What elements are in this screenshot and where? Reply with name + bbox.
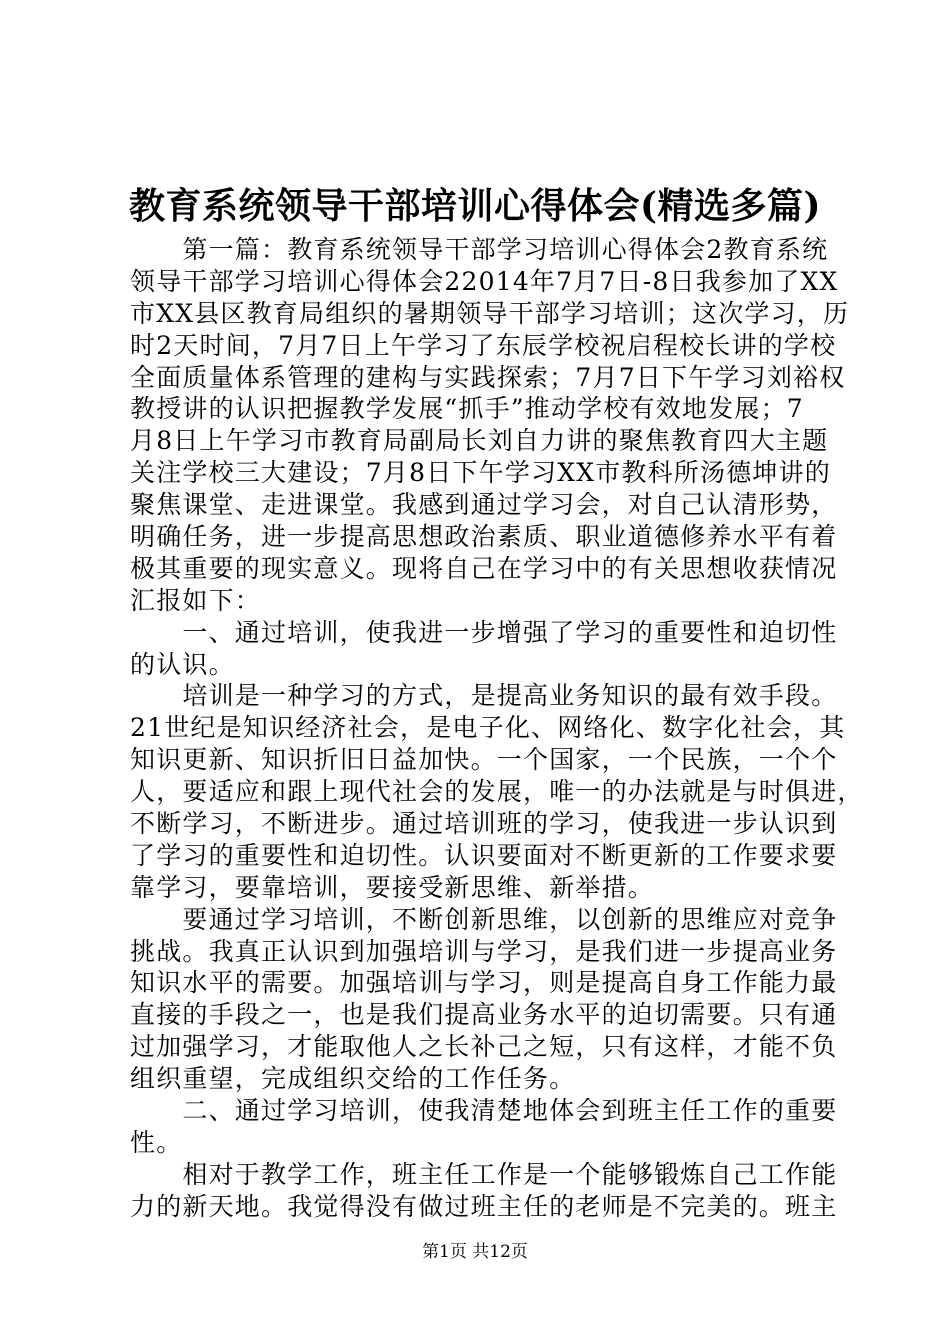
text-line: 一、通过培训，使我进一步增强了学习的重要性和迫切性 (130, 617, 838, 647)
document-body (130, 234, 864, 1223)
text-line: 人，要适应和跟上现代社会的发展，唯一的办法就是与时俱进， (130, 777, 864, 807)
text-line: 挑战。我真正认识到加强培训与学习，是我们进一步提高业务 (130, 936, 838, 966)
text-line: 直接的手段之一，也是我们提高业务水平的迫切需要。只有通 (130, 1000, 838, 1030)
text-line: 时2天时间，7月7日上午学习了东辰学校祝启程校长讲的学校 (130, 330, 837, 360)
text-line: 明确任务，进一步提高思想政治素质、职业道德修养水平有着 (130, 522, 838, 552)
text-line: 极其重要的现实意义。现将自己在学习中的有关思想收获情况 (130, 553, 838, 583)
text-line: 21世纪是知识经济社会，是电子化、网络化、数字化社会，其 (130, 713, 846, 743)
text-line: 聚焦课堂、走进课堂。我感到通过学习会，对自己认清形势， (130, 490, 838, 520)
text-line: 过加强学习，才能取他人之长补己之短，只有这样，才能不负 (130, 1032, 838, 1062)
document-title: 教育系统领导干部培训心得体会(精选多篇) (128, 185, 822, 227)
text-line: 汇报如下： (130, 585, 262, 615)
text-line: 知识水平的需要。加强培训与学习，则是提高自身工作能力最 (130, 968, 838, 998)
text-line: 月8日上午学习市教育局副局长刘自力讲的聚焦教育四大主题 (130, 426, 829, 456)
text-line: 市XX县区教育局组织的暑期领导干部学习培训；这次学习，历 (130, 298, 850, 328)
text-line: 培训是一种学习的方式，是提高业务知识的最有效手段。 (130, 681, 838, 711)
text-line: 组织重望，完成组织交给的工作任务。 (130, 1064, 576, 1094)
text-line: 全面质量体系管理的建构与实践探索；7月7日下午学习刘裕权 (130, 362, 846, 392)
text-line: 领导干部学习培训心得体会22014年7月7日-8日我参加了XX (130, 266, 839, 296)
page-footer: 第1页 共12页 (422, 1242, 528, 1262)
text-line: 二、通过学习培训，使我清楚地体会到班主任工作的重要 (130, 1096, 838, 1126)
text-line: 的认识。 (130, 649, 235, 679)
text-line: 要通过学习培训，不断创新思维，以创新的思维应对竞争 (130, 904, 838, 934)
text-line: 知识更新、知识折旧日益加快。一个国家，一个民族，一个个 (130, 745, 838, 775)
text-line: 第一篇：教育系统领导干部学习培训心得体会2教育系统 (130, 235, 829, 264)
text-line: 性。 (130, 1127, 183, 1157)
text-line: 关注学校三大建设；7月8日下午学习XX市教科所汤德坤讲的 (130, 458, 832, 488)
text-line: 靠学习，要靠培训，要接受新思维、新举措。 (130, 872, 655, 902)
text-line: 教授讲的认识把握教学发展“抓手”推动学校有效地发展；7 (130, 394, 804, 424)
text-line: 不断学习，不断进步。通过培训班的学习，使我进一步认识到 (130, 809, 838, 839)
text-line: 相对于教学工作，班主任工作是一个能够锻炼自己工作能 (130, 1159, 838, 1189)
text-line: 力的新天地。我觉得没有做过班主任的老师是不完美的。班主 (130, 1191, 838, 1221)
text-line: 了学习的重要性和迫切性。认识要面对不断更新的工作要求要 (130, 840, 838, 870)
